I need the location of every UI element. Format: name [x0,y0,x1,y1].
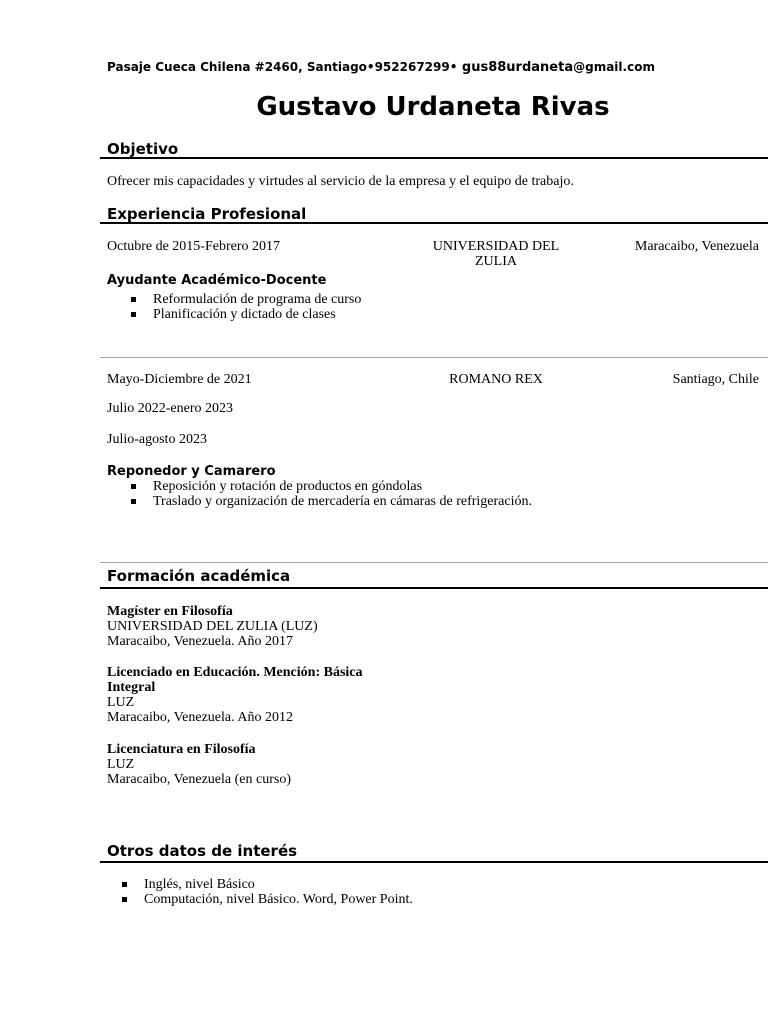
degree-detail: Maracaibo, Venezuela. Año 2017 [107,634,293,649]
divider [100,562,768,563]
section-title-other: Otros datos de interés [107,842,298,860]
list-item [153,479,532,494]
education-entry [107,665,363,725]
task-text: Reformulación de programa de curso [153,292,362,307]
list-item [144,892,413,907]
divider [100,357,768,358]
section-rule [100,222,768,224]
job-location: Santiago, Chile [672,372,759,387]
degree-title-continued: Integral [107,680,156,695]
section-title-experience: Experiencia Profesional [107,205,307,223]
job-role: Reponedor y Camarero [107,464,276,479]
job-dates: Octubre de 2015-Febrero 2017 [107,239,281,254]
list-item [153,307,361,322]
degree-title: Magíster en Filosofía [107,604,233,619]
contact-line [107,60,655,75]
other-list [144,877,413,907]
objective-text: Ofrecer mis capacidades y virtudes al servicio de la empresa y el equipo de trabajo. [107,174,574,189]
job-location: Maracaibo, Venezuela [634,239,759,254]
degree-title: Licenciatura en Filosofía [107,742,256,757]
degree-institution: LUZ [107,695,135,710]
job-task-list [153,479,532,509]
other-item-text: Inglés, nivel Básico [144,877,255,892]
section-rule [100,587,768,589]
degree-detail: Maracaibo, Venezuela. Año 2012 [107,710,293,725]
section-title-education: Formación académica [107,567,291,585]
degree-title: Licenciado en Educación. Mención: Básica [107,665,363,680]
task-text: Traslado y organización de mercadería en cámaras de refrigeración. [153,494,532,509]
job-task-list [153,292,361,322]
bullet-icon [122,882,127,887]
task-text: Reposición y rotación de productos en góndolas [153,479,423,494]
job-role: Ayudante Académico-Docente [107,273,327,288]
degree-detail: Maracaibo, Venezuela (en curso) [107,772,291,787]
bullet-icon [131,499,136,504]
contact-email-domain: @gmail.com [573,60,655,74]
list-item [153,292,361,307]
section-title-objective: Objetivo [107,140,179,158]
education-entry [107,742,291,787]
bullet-icon [131,297,136,302]
job-employer: ROMANO REX [449,372,543,387]
job-dates: Mayo-Diciembre de 2021 [107,372,252,387]
job-dates: Julio 2022-enero 2023 [107,401,233,416]
bullet-icon [131,484,136,489]
contact-email: gus88urdaneta [457,60,574,75]
bullet-icon [122,897,127,902]
degree-institution: LUZ [107,757,135,772]
task-text: Planificación y dictado de clases [153,307,336,322]
list-item [153,494,532,509]
candidate-name: Gustavo Urdaneta Rivas [256,92,610,122]
section-rule [100,861,768,863]
other-item-text: Computación, nivel Básico. Word, Power Point. [144,892,413,907]
list-item [144,877,413,892]
job-employer: UNIVERSIDAD DEL ZULIA [432,239,560,269]
degree-institution: UNIVERSIDAD DEL ZULIA (LUZ) [107,619,318,634]
job-dates: Julio-agosto 2023 [107,432,207,447]
education-entry [107,604,318,649]
bullet-icon [131,312,136,317]
section-rule [100,157,768,159]
contact-address: Pasaje Cueca Chilena #2460, Santiago•952267299• [107,60,458,74]
